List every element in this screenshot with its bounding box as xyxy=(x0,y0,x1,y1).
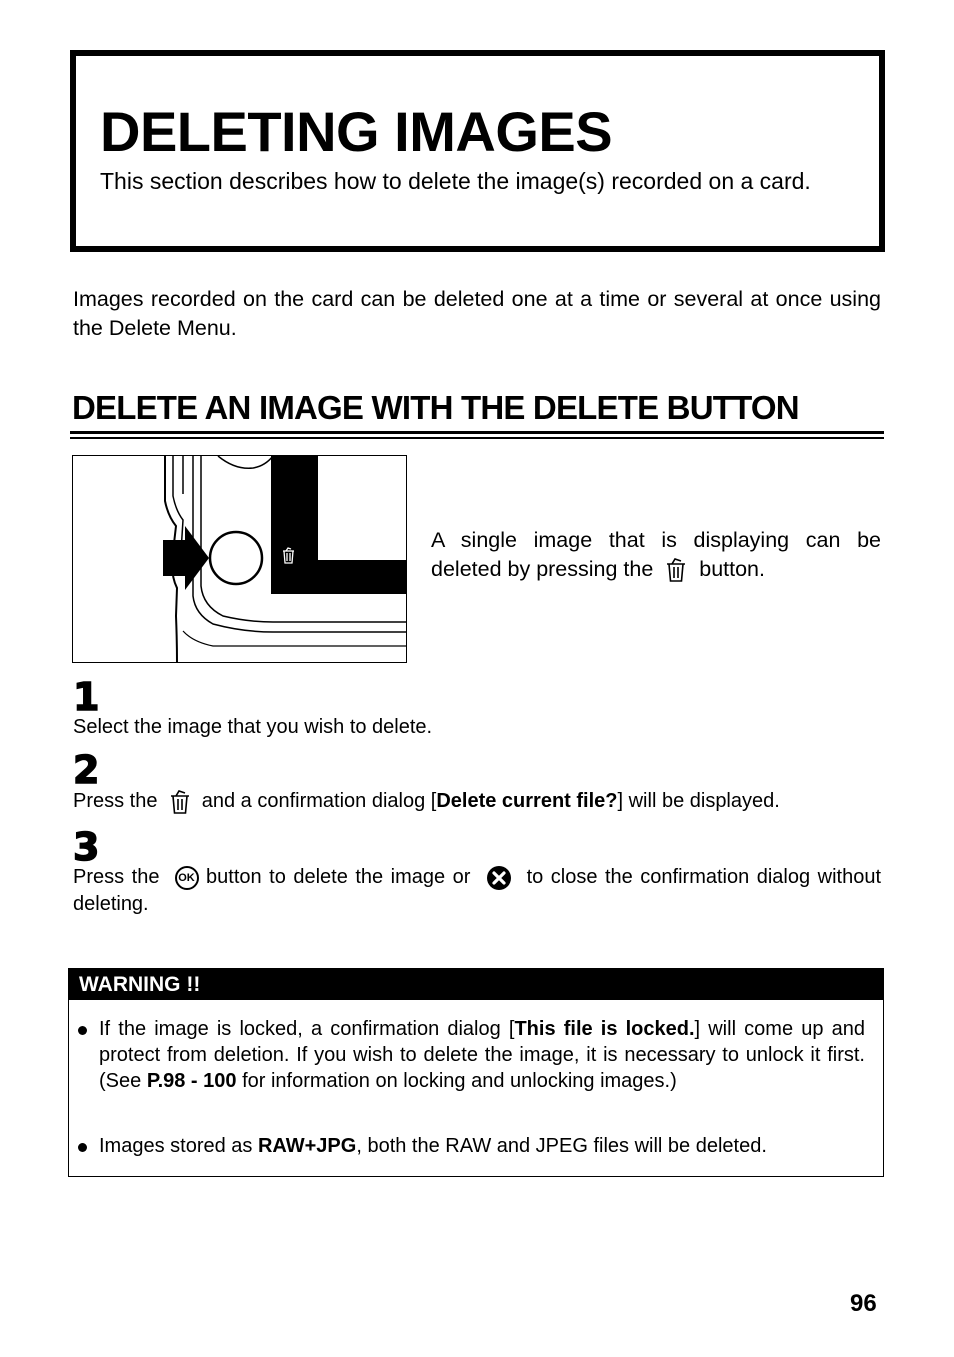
figure-caption: A single image that is displaying can be deleted by pressing the button. xyxy=(431,526,881,584)
step-3-text: Press the OK button to delete the image or to close the confirmation dialog without deleting. xyxy=(73,866,882,915)
page-title: DELETING IMAGES xyxy=(100,100,613,163)
step-1-text: Select the image that you wish to delete. xyxy=(73,716,433,738)
ok-button-icon: OK xyxy=(175,866,199,890)
warning-item: Images stored as RAW+JPG, both the RAW and JPEG files will be deleted. xyxy=(99,1133,865,1159)
warning-item: If the image is locked, a confirmation dialog [This file is locked.] will come up and protect from deletion. If you wish to delete the image, it is necessary to unlock it first. (See P.98 - 100 for information on locking and unlocking images.) xyxy=(99,1016,865,1094)
section-rule-thin xyxy=(70,437,884,439)
step-number-3: 3 xyxy=(73,825,100,869)
step-number-2: 2 xyxy=(73,748,100,792)
trash-icon xyxy=(665,557,687,583)
step-number-1: 1 xyxy=(73,675,100,719)
section-rule-thick xyxy=(70,431,884,434)
camera-illustration xyxy=(72,455,407,663)
title-box xyxy=(70,50,885,252)
page-number: 96 xyxy=(850,1290,877,1317)
intro-paragraph: Images recorded on the card can be deleted one at a time or several at once using the Delete Menu. xyxy=(73,287,881,340)
section-title: DELETE AN IMAGE WITH THE DELETE BUTTON xyxy=(72,389,799,426)
warning-header: WARNING !! xyxy=(69,969,883,1000)
cancel-icon xyxy=(486,865,512,891)
trash-icon xyxy=(169,789,191,815)
camera-back-drawing xyxy=(73,456,406,662)
step-2-text: Press the and a confirmation dialog [Delete current file?] will be displayed. xyxy=(73,788,881,815)
bullet-icon xyxy=(78,1143,87,1152)
title-description: This section describes how to delete the image(s) recorded on a card. xyxy=(100,168,811,194)
bullet-icon xyxy=(78,1026,87,1035)
warning-box xyxy=(68,968,884,1177)
